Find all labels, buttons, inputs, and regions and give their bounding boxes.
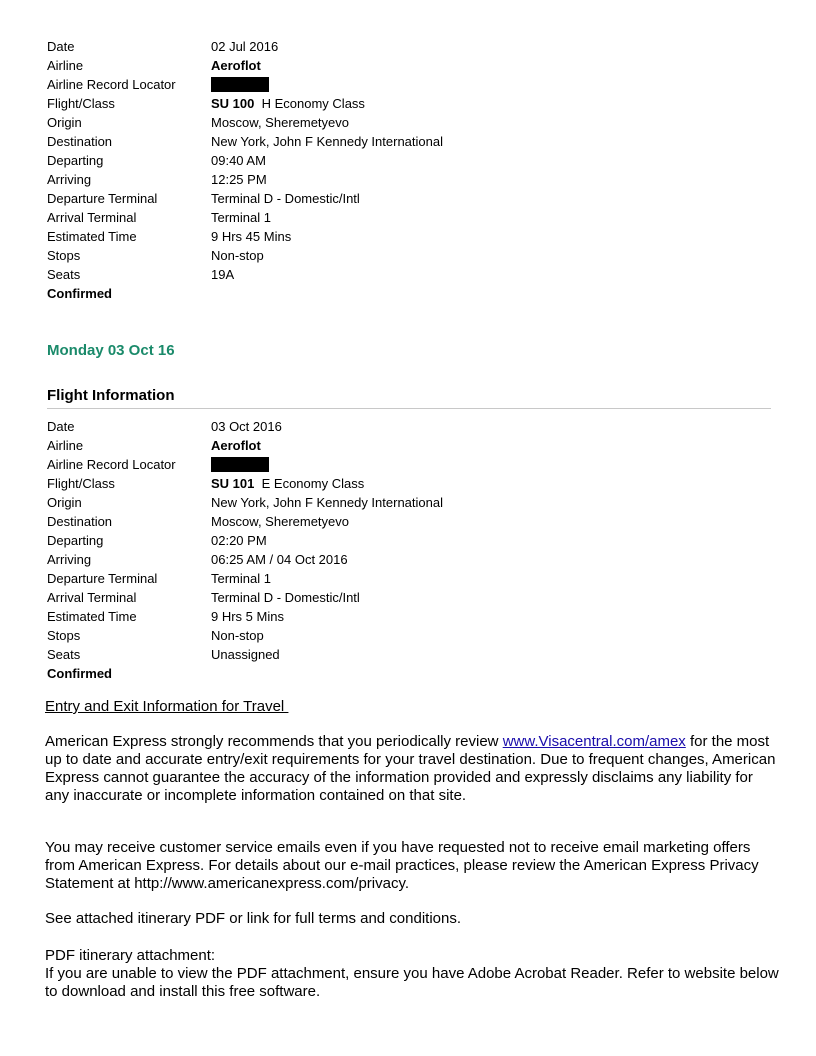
flight-1-dep-terminal-row: [47, 189, 443, 208]
flight-2-airline-row: [47, 436, 443, 455]
entry-exit-text: American Express strongly recommends that you periodically review: [45, 733, 503, 750]
row-value: Moscow, Sheremetyevo: [211, 115, 350, 130]
flight-number: SU 101: [211, 476, 255, 491]
row-value: 03 Oct 2016: [211, 419, 282, 434]
row-value: Terminal D - Domestic/Intl: [211, 191, 360, 206]
flight-1-arr-terminal-row: [47, 208, 443, 227]
row-label: Departing: [47, 153, 104, 168]
flight-number: SU 100: [211, 96, 255, 111]
row-value: 06:25 AM / 04 Oct 2016: [211, 552, 348, 567]
row-value: New York, John F Kennedy International: [211, 134, 443, 149]
row-label: Flight/Class: [47, 476, 115, 491]
flight-1-destination-row: [47, 132, 443, 151]
row-label: Seats: [47, 647, 81, 662]
divider: [47, 408, 771, 409]
row-label: Arrival Terminal: [47, 210, 137, 225]
row-value: Non-stop: [211, 248, 264, 263]
row-label: Date: [47, 419, 75, 434]
row-value: 19A: [211, 267, 235, 282]
flight-2-details: [47, 417, 443, 683]
row-label: Destination: [47, 134, 113, 149]
entry-exit-heading: Entry and Exit Information for Travel: [45, 698, 289, 715]
row-value: Unassigned: [211, 647, 280, 662]
flight-1-date-row: [47, 37, 443, 56]
row-value: Terminal 1: [211, 210, 271, 225]
row-label: Departure Terminal: [47, 571, 158, 586]
flight-1-time-row: [47, 227, 443, 246]
flight-1-origin-row: [47, 113, 443, 132]
row-label: Stops: [47, 248, 81, 263]
row-label: Estimated Time: [47, 229, 137, 244]
row-label: Seats: [47, 267, 81, 282]
flight-2-seats-row: [47, 645, 443, 664]
flight-2-locator-row: [47, 455, 443, 474]
entry-exit-paragraph: [45, 733, 780, 805]
flight-2-status: Confirmed: [47, 666, 112, 681]
row-label: Arriving: [47, 172, 92, 187]
row-label: Origin: [47, 495, 82, 510]
flight-2-destination-row: [47, 512, 443, 531]
pdf-section: [45, 947, 780, 1001]
row-value: Terminal 1: [211, 571, 271, 586]
row-label: Stops: [47, 628, 81, 643]
row-label: Arriving: [47, 552, 92, 567]
flight-2-origin-row: [47, 493, 443, 512]
entry-exit-text-cont: for the most up to date and accurate entry/exit requirements for your travel destination. Due to frequent changes, American Express cannot guarantee the accuracy of the information provided and expressly disclaims any liability for any inaccurate or incomplete information contained on that site.: [45, 733, 776, 804]
row-value: 9 Hrs 45 Mins: [211, 229, 292, 244]
redaction-bar: [211, 77, 269, 92]
row-label: Estimated Time: [47, 609, 137, 624]
redaction-bar: [211, 457, 269, 472]
pdf-text: If you are unable to view the PDF attachment, ensure you have Adobe Acrobat Reader. Refer to website below to download and install this free software.: [45, 965, 779, 1000]
row-value: Non-stop: [211, 628, 264, 643]
flight-1-details: [47, 37, 443, 303]
row-value: 09:40 AM: [211, 153, 266, 168]
flight-1-seats-row: [47, 265, 443, 284]
row-label: Arrival Terminal: [47, 590, 137, 605]
flight-2-date-row: [47, 417, 443, 436]
row-label: Origin: [47, 115, 82, 130]
row-value: Terminal D - Domestic/Intl: [211, 590, 360, 605]
airline-name: Aeroflot: [211, 438, 261, 453]
section-title: Flight Information: [47, 387, 175, 404]
row-label: Airline Record Locator: [47, 77, 176, 92]
row-label: Airline: [47, 438, 84, 453]
pdf-title: PDF itinerary attachment:: [45, 947, 216, 964]
row-value: New York, John F Kennedy International: [211, 495, 443, 510]
attached-notice: See attached itinerary PDF or link for full terms and conditions.: [45, 910, 462, 927]
flight-1-airline-row: [47, 56, 443, 75]
row-label: Destination: [47, 514, 113, 529]
row-label: Airline: [47, 58, 84, 73]
airline-name: Aeroflot: [211, 58, 261, 73]
email-notice: You may receive customer service emails even if you have requested not to receive email marketing offers from American Express. For details about our e-mail practices, please review the American Express Privacy Statement at http://www.americanexpress.com/privacy.: [45, 839, 759, 892]
flight-2-arr-terminal-row: [47, 588, 443, 607]
row-value: 12:25 PM: [211, 172, 267, 187]
row-label: Departure Terminal: [47, 191, 158, 206]
flight-2-dep-terminal-row: [47, 569, 443, 588]
row-label: Departing: [47, 533, 104, 548]
row-value: 02:20 PM: [211, 533, 267, 548]
flight-1-stops-row: [47, 246, 443, 265]
flight-2-time-row: [47, 607, 443, 626]
flight-2-class-row: [47, 474, 443, 493]
row-label: Date: [47, 39, 75, 54]
flight-2-arriving-row: [47, 550, 443, 569]
fare-class: H Economy Class: [261, 96, 365, 111]
row-label: Airline Record Locator: [47, 457, 176, 472]
row-value: 02 Jul 2016: [211, 39, 279, 54]
row-label: Flight/Class: [47, 96, 115, 111]
flight-2-stops-row: [47, 626, 443, 645]
flight-1-class-row: [47, 94, 443, 113]
row-value: Moscow, Sheremetyevo: [211, 514, 350, 529]
fare-class: E Economy Class: [261, 476, 365, 491]
flight-1-arriving-row: [47, 170, 443, 189]
flight-1-status: Confirmed: [47, 286, 112, 301]
flight-1-locator-row: [47, 75, 443, 94]
flight-1-departing-row: [47, 151, 443, 170]
visacentral-link[interactable]: www.Visacentral.com/amex: [502, 733, 686, 750]
row-value: 9 Hrs 5 Mins: [211, 609, 284, 624]
flight-2-departing-row: [47, 531, 443, 550]
day-header: Monday 03 Oct 16: [47, 342, 175, 359]
